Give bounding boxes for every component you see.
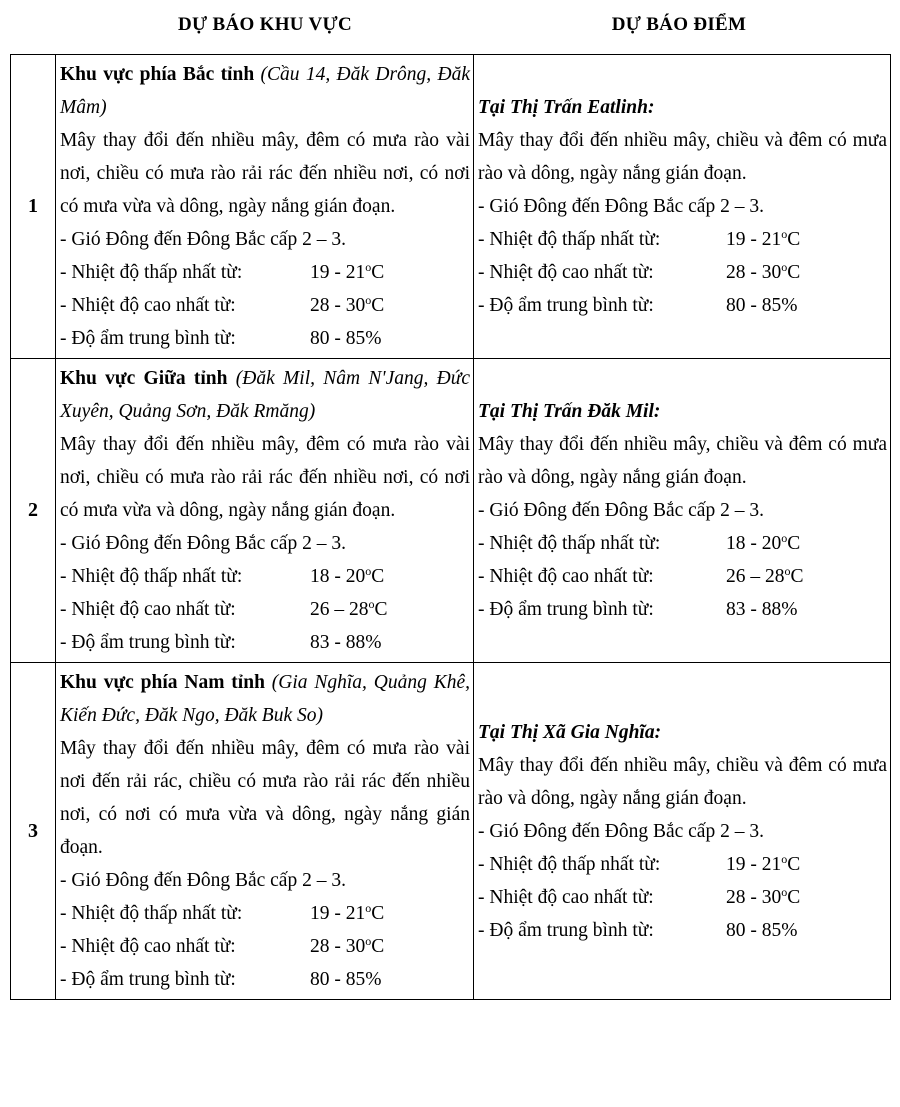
point-humidity-value: 80 - 85% xyxy=(726,919,798,941)
regional-forecast-cell xyxy=(56,55,474,359)
point-temp-min xyxy=(478,223,887,256)
point-wind: - Gió Đông đến Đông Bắc cấp 2 – 3. xyxy=(478,820,764,842)
point-temp-max-label: - Nhiệt độ cao nhất từ: xyxy=(478,886,654,908)
forecast-table xyxy=(10,54,891,1000)
region-title-block xyxy=(60,666,470,732)
point-description: Mây thay đổi đến nhiều mây, chiều và đêm có mưa rào và dông, ngày nắng gián đoạn. xyxy=(478,754,887,809)
regional-forecast-cell xyxy=(56,663,474,1000)
point-temp-max-value: 28 - 30$^o$C xyxy=(726,884,801,908)
region-temp-max-value: 28 - 30$^o$C xyxy=(310,293,385,316)
region-temp-max xyxy=(60,930,470,963)
region-humidity-value: 80 - 85% xyxy=(310,328,382,349)
point-humidity-label: - Độ ẩm trung bình từ: xyxy=(478,599,654,620)
point-temp-min xyxy=(478,848,887,881)
region-temp-max-value: 26 – 28$^o$C xyxy=(310,597,388,620)
row-number: 1 xyxy=(11,55,56,359)
region-temp-min xyxy=(60,256,470,289)
point-title: Tại Thị Trấn Đăk Mil: xyxy=(478,401,661,422)
point-humidity xyxy=(478,914,887,947)
forecast-row xyxy=(11,55,891,359)
point-humidity-label: - Độ ẩm trung bình từ: xyxy=(478,295,654,316)
region-places: (Đăk Mil, Nâm N'Jang, Đức Xuyên, Quảng Sơn, Đăk Rmăng) xyxy=(60,368,471,422)
point-description: Mây thay đổi đến nhiều mây, chiều và đêm có mưa rào và dông, ngày nắng gián đoạn. xyxy=(478,130,887,184)
regional-forecast-header: DỰ BÁO KHU VỰC xyxy=(178,14,352,35)
point-title: Tại Thị Xã Gia Nghĩa: xyxy=(478,721,662,743)
point-temp-max-value: 26 – 28$^o$C xyxy=(726,564,804,587)
region-description: Mây thay đổi đến nhiều mây, đêm có mưa rào vài nơi, chiều có mưa rào rải rác đến nhiều nơi, có nơi có mưa vừa và dông, ngày nắng gián đoạn. xyxy=(60,130,470,217)
point-forecast-cell xyxy=(474,663,891,1000)
point-humidity-label: - Độ ẩm trung bình từ: xyxy=(478,919,654,941)
region-humidity-value: 80 - 85% xyxy=(310,969,382,990)
region-temp-max-label: - Nhiệt độ cao nhất từ: xyxy=(60,599,236,620)
region-wind: - Gió Đông đến Đông Bắc cấp 2 – 3. xyxy=(60,870,346,891)
region-title: Khu vực Giữa tỉnh xyxy=(60,368,228,389)
point-temp-min-label: - Nhiệt độ thấp nhất từ: xyxy=(478,229,661,250)
point-temp-max xyxy=(478,881,887,914)
row-number: 2 xyxy=(11,359,56,663)
region-temp-min xyxy=(60,560,470,593)
region-humidity-label: - Độ ẩm trung bình từ: xyxy=(60,969,236,990)
forecast-row xyxy=(11,359,891,663)
point-temp-min-value: 19 - 21$^o$C xyxy=(726,851,801,875)
region-temp-max xyxy=(60,593,470,626)
point-wind: - Gió Đông đến Đông Bắc cấp 2 – 3. xyxy=(478,196,764,217)
point-title: Tại Thị Trấn Eatlinh: xyxy=(478,97,655,118)
point-temp-min-label: - Nhiệt độ thấp nhất từ: xyxy=(478,853,661,875)
point-humidity-value: 80 - 85% xyxy=(726,295,798,316)
region-temp-max-label: - Nhiệt độ cao nhất từ: xyxy=(60,295,236,316)
region-temp-max xyxy=(60,289,470,322)
region-humidity-label: - Độ ẩm trung bình từ: xyxy=(60,632,236,653)
point-temp-max xyxy=(478,256,887,289)
point-temp-min xyxy=(478,527,887,560)
region-title: Khu vực phía Nam tỉnh xyxy=(60,672,265,693)
point-temp-max-label: - Nhiệt độ cao nhất từ: xyxy=(478,566,654,587)
region-title-block xyxy=(60,58,470,124)
point-forecast-cell xyxy=(474,55,891,359)
region-places: (Cầu 14, Đăk Drông, Đăk Mâm) xyxy=(60,64,470,118)
region-wind: - Gió Đông đến Đông Bắc cấp 2 – 3. xyxy=(60,533,346,554)
region-temp-max-label: - Nhiệt độ cao nhất từ: xyxy=(60,936,236,957)
region-humidity-label: - Độ ẩm trung bình từ: xyxy=(60,328,236,349)
region-title: Khu vực phía Bắc tỉnh xyxy=(60,64,255,85)
region-temp-min-value: 18 - 20$^o$C xyxy=(310,564,385,587)
region-temp-min-label: - Nhiệt độ thấp nhất từ: xyxy=(60,566,243,587)
regional-forecast-cell xyxy=(56,359,474,663)
region-wind: - Gió Đông đến Đông Bắc cấp 2 – 3. xyxy=(60,229,346,250)
region-title-block xyxy=(60,362,470,428)
row-number: 3 xyxy=(11,663,56,1000)
region-temp-min-value: 19 - 21$^o$C xyxy=(310,260,385,283)
point-forecast-cell xyxy=(474,359,891,663)
region-humidity xyxy=(60,322,470,355)
point-description: Mây thay đổi đến nhiều mây, chiều và đêm có mưa rào và dông, ngày nắng gián đoạn. xyxy=(478,434,887,488)
region-temp-min-label: - Nhiệt độ thấp nhất từ: xyxy=(60,262,243,283)
point-humidity xyxy=(478,593,887,626)
point-temp-min-label: - Nhiệt độ thấp nhất từ: xyxy=(478,533,661,554)
point-temp-max xyxy=(478,560,887,593)
region-places: (Gia Nghĩa, Quảng Khê, Kiến Đức, Đăk Ngo, Đăk Buk So) xyxy=(60,672,471,726)
point-temp-min-value: 18 - 20$^o$C xyxy=(726,531,801,554)
point-temp-max-value: 28 - 30$^o$C xyxy=(726,260,801,283)
region-humidity xyxy=(60,626,470,659)
point-temp-max-label: - Nhiệt độ cao nhất từ: xyxy=(478,262,654,283)
region-temp-min-value: 19 - 21$^o$C xyxy=(310,901,385,924)
region-humidity xyxy=(60,963,470,996)
forecast-row xyxy=(11,663,891,1000)
point-wind: - Gió Đông đến Đông Bắc cấp 2 – 3. xyxy=(478,500,764,521)
point-humidity xyxy=(478,289,887,322)
region-temp-min-label: - Nhiệt độ thấp nhất từ: xyxy=(60,903,243,924)
region-temp-max-value: 28 - 30$^o$C xyxy=(310,934,385,957)
point-humidity-value: 83 - 88% xyxy=(726,599,798,620)
region-description: Mây thay đổi đến nhiều mây, đêm có mưa rào vài nơi, chiều có mưa rào rải rác đến nhiều nơi, có nơi có mưa vừa và dông, ngày nắng gián đoạn. xyxy=(60,434,470,521)
point-temp-min-value: 19 - 21$^o$C xyxy=(726,227,801,250)
region-temp-min xyxy=(60,897,470,930)
point-forecast-header: DỰ BÁO ĐIỂM xyxy=(611,14,747,35)
region-description: Mây thay đổi đến nhiều mây, đêm có mưa rào vài nơi đến rải rác, chiều có mưa rào rải rác đến nhiều nơi, có nơi có mưa vừa và dông, ngày nắng gián đoạn. xyxy=(60,738,470,858)
region-humidity-value: 83 - 88% xyxy=(310,632,382,653)
